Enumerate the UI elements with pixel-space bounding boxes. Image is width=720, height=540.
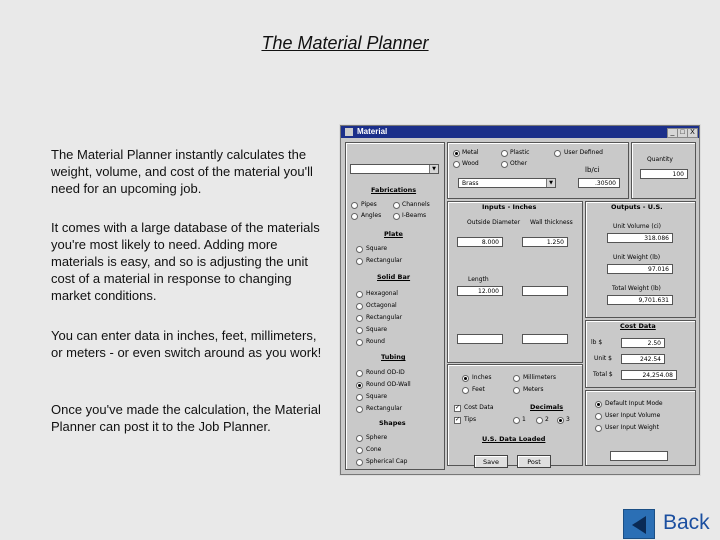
pipes-radio[interactable]	[351, 202, 358, 209]
total-dollar-field[interactable]: 24,254.08	[621, 370, 677, 380]
intro-paragraph	[51, 146, 326, 197]
post-paragraph	[51, 401, 326, 435]
default-input-radio[interactable]	[595, 401, 602, 408]
post-text-mid: can post it to the	[95, 419, 199, 434]
extra-input-2[interactable]	[457, 334, 503, 344]
maximize-button[interactable]: □	[677, 128, 688, 138]
user-weight-radio[interactable]	[595, 425, 602, 432]
intro-text: The	[51, 147, 78, 162]
intro-text-end: instantly calculates the weight, volume, and cost of the material you'll need for an upcoming job.	[51, 147, 313, 196]
back-label: Back	[663, 511, 710, 534]
product-name: Material Planner	[77, 147, 172, 162]
plate-heading: Plate	[384, 230, 403, 238]
chevron-down-icon: ▼	[546, 179, 555, 187]
inputs-heading: Inputs - Inches	[482, 203, 537, 211]
hexagonal-radio[interactable]	[356, 291, 363, 298]
feet-radio[interactable]	[462, 387, 469, 394]
cost-data-checkbox[interactable]: ✓	[455, 405, 461, 411]
hexagonal-label: Hexagonal	[366, 290, 398, 297]
decimals-2-label: 2	[545, 416, 549, 423]
cost-data-heading: Cost Data	[620, 322, 656, 330]
round-od-wall-label: Round OD-Wall	[366, 381, 411, 388]
wall-thickness-label: Wall thickness	[530, 219, 573, 226]
window-icon	[345, 128, 353, 136]
default-input-label: Default Input Mode	[605, 400, 663, 407]
user-volume-radio[interactable]	[595, 413, 602, 420]
decimals-2-radio[interactable]	[536, 417, 543, 424]
alloy-select[interactable]	[458, 178, 556, 188]
millimeters-label: Millimeters	[523, 374, 557, 381]
tube-square-radio[interactable]	[356, 394, 363, 401]
unit-volume-field[interactable]: 318.086	[607, 233, 673, 243]
material-window	[340, 125, 700, 475]
bar-rect-radio[interactable]	[356, 315, 363, 322]
unit-dollar-field[interactable]: 242.54	[621, 354, 665, 364]
post-text: Once you've made the calculation, the	[51, 402, 275, 417]
bar-square-radio[interactable]	[356, 327, 363, 334]
length-label: Length	[468, 276, 489, 283]
back-button[interactable]	[623, 509, 715, 539]
round-od-id-radio[interactable]	[356, 370, 363, 377]
angles-label: Angles	[361, 212, 382, 219]
pipes-label: Pipes	[361, 201, 377, 208]
user-weight-label: User Input Weight	[605, 424, 659, 431]
bar-square-label: Square	[366, 326, 388, 333]
total-weight-field[interactable]: 9,701.631	[607, 295, 673, 305]
bar-round-radio[interactable]	[356, 339, 363, 346]
lbci-label: lb/ci	[585, 166, 600, 174]
length-field[interactable]: 12.000	[457, 286, 503, 296]
product-name: Material Planner	[51, 402, 321, 434]
post-text-end: .	[267, 419, 271, 434]
tubing-heading: Tubing	[381, 353, 406, 361]
bar-rect-label: Rectangular	[366, 314, 403, 321]
cone-label: Cone	[366, 446, 382, 453]
wood-label: Wood	[462, 160, 479, 167]
unit-dollar-label: Unit $	[594, 355, 612, 362]
metal-label: Metal	[462, 149, 479, 156]
millimeters-radio[interactable]	[513, 375, 520, 382]
solid-bar-heading: Solid Bar	[377, 273, 411, 281]
extra-input-3[interactable]	[522, 334, 568, 344]
back-arrow-icon	[623, 509, 655, 539]
octagonal-radio[interactable]	[356, 303, 363, 310]
lbci-field[interactable]: .30500	[578, 178, 620, 188]
shapes-heading: Shapes	[379, 419, 406, 427]
wood-radio[interactable]	[453, 161, 460, 168]
decimals-3-label: 3	[566, 416, 570, 423]
save-button[interactable]: Save	[474, 455, 508, 468]
material-select[interactable]	[350, 164, 439, 174]
channels-radio[interactable]	[393, 202, 400, 209]
meters-radio[interactable]	[513, 387, 520, 394]
quantity-label: Quantity	[647, 156, 673, 163]
ibeams-label: I-Beams	[402, 212, 427, 219]
decimals-1-label: 1	[522, 416, 526, 423]
tube-rect-label: Rectangular	[366, 405, 403, 412]
decimals-1-radio[interactable]	[513, 417, 520, 424]
job-planner-name: Job Planner	[198, 419, 268, 434]
other-radio[interactable]	[501, 161, 508, 168]
plate-square-label: Square	[366, 245, 388, 252]
total-weight-label: Total Weight (lb)	[612, 285, 661, 292]
sphere-radio[interactable]	[356, 435, 363, 442]
post-button[interactable]: Post	[517, 455, 551, 468]
user-defined-label: User Defined	[564, 149, 603, 156]
alloy-select-value: Brass	[462, 180, 479, 187]
tube-rect-radio[interactable]	[356, 406, 363, 413]
plastic-radio[interactable]	[501, 150, 508, 157]
unit-volume-label: Unit Volume (ci)	[613, 223, 661, 230]
tube-square-label: Square	[366, 393, 388, 400]
page-title: The Material Planner	[261, 33, 429, 53]
user-volume-label: User Input Volume	[605, 412, 661, 419]
other-label: Other	[510, 160, 528, 167]
outside-diameter-field[interactable]: 8.000	[457, 237, 503, 247]
channels-label: Channels	[402, 201, 430, 208]
decimals-3-radio[interactable]	[557, 417, 564, 424]
feet-label: Feet	[472, 386, 485, 393]
database-paragraph: It comes with a large database of the materials you're most likely to need. Adding more materials is easy, and so is adjusting the unit cost of a material in response to changing market conditions.	[51, 220, 320, 303]
user-defined-radio[interactable]	[554, 150, 561, 157]
plate-rect-radio[interactable]	[356, 258, 363, 265]
cone-radio[interactable]	[356, 447, 363, 454]
outside-diameter-label: Outside Diameter	[467, 219, 521, 226]
metal-radio[interactable]	[453, 150, 460, 157]
us-data-loaded-label: U.S. Data Loaded	[482, 435, 546, 443]
fabrications-heading: Fabrications	[371, 186, 417, 194]
outputs-heading: Outputs - U.S.	[611, 203, 663, 211]
round-od-wall-radio[interactable]	[356, 382, 363, 389]
mode-value-field[interactable]	[610, 451, 668, 461]
minimize-button[interactable]: _	[667, 128, 678, 138]
spherical-cap-label: Spherical Cap	[366, 458, 408, 465]
units-paragraph: You can enter data in inches, feet, millimeters, or meters - or even switch around as you work!	[51, 328, 322, 360]
unit-weight-field[interactable]: 97.016	[607, 264, 673, 274]
chevron-down-icon: ▼	[429, 165, 438, 173]
window-titlebar	[341, 126, 699, 138]
cost-data-checkbox-label: Cost Data	[464, 404, 494, 411]
quantity-field[interactable]: 100	[640, 169, 688, 179]
plastic-label: Plastic	[510, 149, 530, 156]
inches-label: Inches	[472, 374, 492, 381]
unit-weight-label: Unit Weight (lb)	[613, 254, 661, 261]
spherical-cap-radio[interactable]	[356, 459, 363, 466]
octagonal-label: Octagonal	[366, 302, 397, 309]
inches-radio[interactable]	[462, 375, 469, 382]
bar-round-label: Round	[366, 338, 385, 345]
meters-label: Meters	[523, 386, 544, 393]
sphere-label: Sphere	[366, 434, 388, 441]
lb-dollar-label: lb $	[591, 339, 603, 346]
decimals-heading: Decimals	[530, 403, 564, 411]
ibeams-radio[interactable]	[393, 213, 400, 220]
tips-checkbox[interactable]: ✓	[455, 417, 461, 423]
round-od-id-label: Round OD-ID	[366, 369, 405, 376]
plate-rect-label: Rectangular	[366, 257, 403, 264]
extra-input-1[interactable]	[522, 286, 568, 296]
angles-radio[interactable]	[351, 213, 358, 220]
wall-thickness-field[interactable]: 1.250	[522, 237, 568, 247]
close-button[interactable]: X	[687, 128, 698, 138]
plate-square-radio[interactable]	[356, 246, 363, 253]
window-title: Material	[357, 127, 388, 136]
tips-checkbox-label: Tips	[464, 416, 477, 423]
lb-dollar-field[interactable]: 2.50	[621, 338, 665, 348]
total-dollar-label: Total $	[593, 371, 613, 378]
